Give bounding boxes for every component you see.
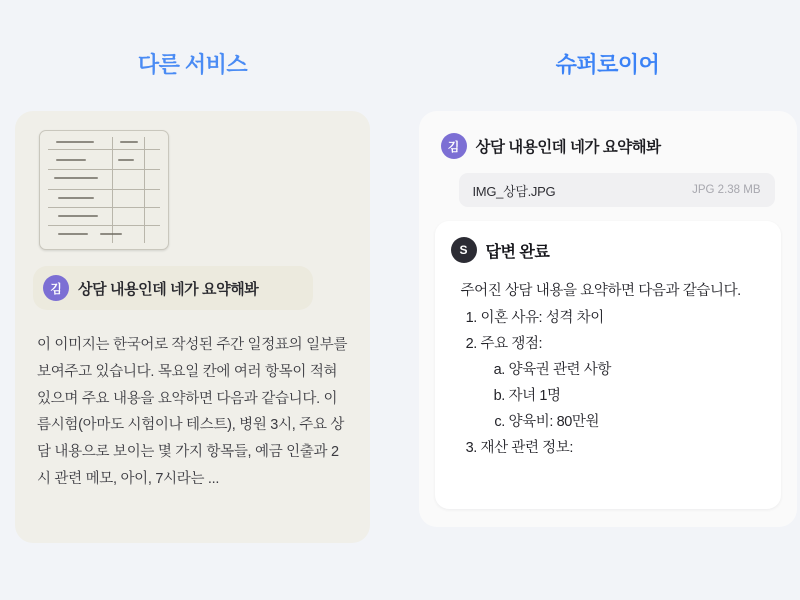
column-other-service	[0, 0, 385, 600]
right-user-head	[441, 133, 775, 159]
avatar: S	[451, 237, 477, 263]
left-response-text: 이 이미지는 한국어로 작성된 주간 일정표의 일부를 보여주고 있습니다. 목요일 칸에 여러 항목이 적혀 있으며 주요 내용을 요약하면 다음과 같습니다. 이름시험(아마도 시험이나 테스트), 병원 3시, 주요 상담 내용으로 보이는 몇 가지 항목들, 예금 인출과 2시 관련 메모, 아이, 7시라는 ...	[37, 337, 348, 488]
right-user-block	[435, 133, 781, 207]
left-user-prompt	[33, 266, 313, 310]
answer-head	[451, 237, 765, 263]
sub-list	[481, 358, 765, 431]
other-service-card	[15, 111, 370, 543]
list-item: 2. 주요 쟁점: a. 양육권 관련 사항 b. 자녀 1명 c. 양육비: 80만원	[481, 332, 765, 431]
right-prompt-text: 상담 내용인데 네가 요약해봐	[475, 139, 661, 156]
column-superlawyer	[415, 0, 800, 600]
list-item: a. 양육권 관련 사항	[509, 358, 765, 379]
list-item: 1. 이혼 사유: 성격 차이	[481, 306, 765, 327]
assistant-answer-block	[435, 221, 781, 509]
file-name: IMG_상담.JPG	[472, 183, 556, 199]
avatar: 김	[43, 275, 69, 301]
left-prompt-text: 상담 내용인데 네가 요약해봐	[78, 280, 259, 298]
answer-status-title: 답변 완료	[485, 243, 550, 261]
handwritten-note-image[interactable]	[39, 130, 169, 250]
column-title-right: 슈퍼로이어	[555, 52, 660, 77]
file-attachment-chip[interactable]	[459, 173, 775, 207]
answer-lead-text: 주어진 상담 내용을 요약하면 다음과 같습니다.	[460, 283, 741, 299]
column-title-left: 다른 서비스	[137, 52, 248, 77]
list-item: c. 양육비: 80만원	[509, 410, 765, 431]
list-item: b. 자녀 1명	[509, 384, 765, 405]
answer-summary-list	[451, 306, 765, 457]
file-meta: JPG 2.38 MB	[692, 184, 761, 196]
avatar: 김	[441, 133, 467, 159]
list-item: 3. 재산 관련 정보:	[481, 436, 765, 457]
superlawyer-card	[419, 111, 797, 527]
